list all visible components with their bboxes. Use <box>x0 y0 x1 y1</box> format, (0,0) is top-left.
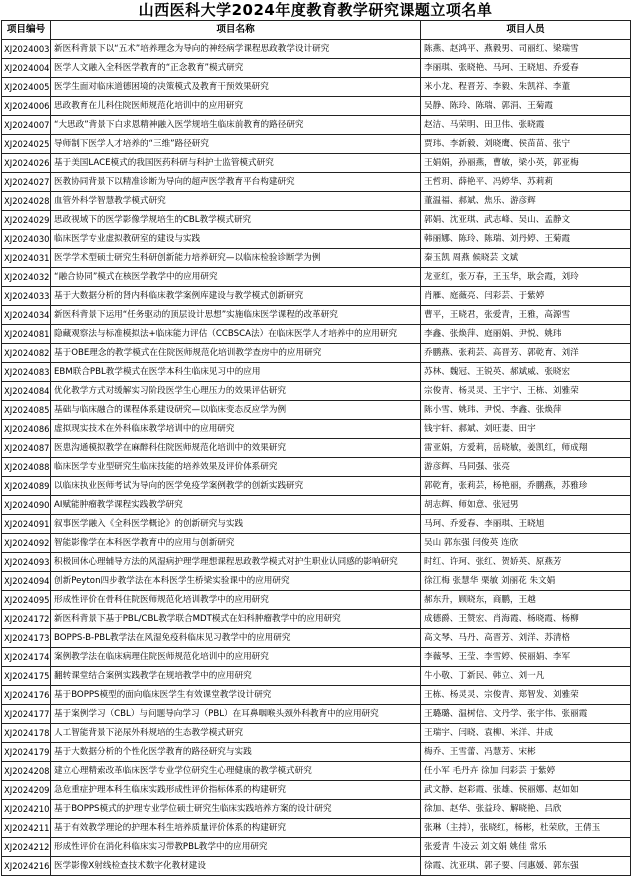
project-name-cell: 案例教学法在临床病理住院医师规范化培训中的应用研究 <box>51 648 421 667</box>
project-id-cell: XJ2024005 <box>2 78 51 97</box>
project-name-cell: 叙事医学融入《全科医学概论》的创新研究与实践 <box>51 515 421 534</box>
table-row <box>2 211 631 230</box>
project-id-cell: XJ2024087 <box>2 439 51 458</box>
project-name-cell: 智能影像学在本科医学教育中的应用与创新研究 <box>51 534 421 553</box>
table-row <box>2 249 631 268</box>
project-members-cell: 张琳（主持），张晓红，杨彬，杜荣欣，王倩玉 <box>421 819 631 838</box>
project-name-cell: 形成性评价在骨科住院医师规范化培训教学中的应用研究 <box>51 591 421 610</box>
project-name-cell: 血管外科学智慧教学模式研究 <box>51 192 421 211</box>
project-name-cell: 创新Peyton四步教学法在本科医学生桥梁实验课中的应用研究 <box>51 572 421 591</box>
project-name-cell: 医学学术型硕士研究生科研创新能力培养研究—以临床检验诊断学为例 <box>51 249 421 268</box>
table-body <box>2 40 631 876</box>
table-row <box>2 610 631 629</box>
project-members-cell: 游彦辉、马同强、张亮 <box>421 458 631 477</box>
project-members-cell: 宗俊青、杨灵灵、王宇宁、王栋、刘雅荣 <box>421 382 631 401</box>
table-row <box>2 591 631 610</box>
project-members-cell: 秦玉凯 周燕 候晓芸 文斌 <box>421 249 631 268</box>
project-members-cell: 韩丽娜、陈玲、陈瑞、刘丹婷、王菊霞 <box>421 230 631 249</box>
table-row <box>2 553 631 572</box>
project-members-cell: 武文静、赵彩霞、张雄、侯丽娜、赵如如 <box>421 781 631 800</box>
project-members-cell: 梅乔、王雪蕾、冯慧芳、宋彬 <box>421 743 631 762</box>
project-id-cell: XJ2024084 <box>2 382 51 401</box>
project-id-cell: XJ2024026 <box>2 154 51 173</box>
table-row <box>2 420 631 439</box>
project-name-cell: AI赋能肿瘤教学课程实践教学研究 <box>51 496 421 515</box>
project-name-cell: 以临床执业医师考试为导向的医学免疫学案例教学的创新实践研究 <box>51 477 421 496</box>
project-members-cell: 钱宇轩、郝斌、刘旺妻、田宇 <box>421 420 631 439</box>
project-members-cell: 李鑫、张焕萍、庭丽娟、尹悦、姚玮 <box>421 325 631 344</box>
table-row <box>2 800 631 819</box>
project-id-cell: XJ2024178 <box>2 724 51 743</box>
project-name-cell: “大思政”背景下白求恩精神融入医学规培生临床前教育的路径研究 <box>51 116 421 135</box>
table-row <box>2 458 631 477</box>
project-id-cell: XJ2024006 <box>2 97 51 116</box>
project-id-cell: XJ2024179 <box>2 743 51 762</box>
project-name-cell: 翻转课堂结合案例实践教学在规培教学中的应用研究 <box>51 667 421 686</box>
project-members-cell: 王栋、杨灵灵、宗俊青、郑智发、刘雅荣 <box>421 686 631 705</box>
project-members-cell: 王瑞宇、闫晓、袁柳、米洋、井成 <box>421 724 631 743</box>
project-id-cell: XJ2024088 <box>2 458 51 477</box>
table-row <box>2 572 631 591</box>
table-row <box>2 268 631 287</box>
table-row <box>2 363 631 382</box>
table-row <box>2 401 631 420</box>
project-id-cell: XJ2024095 <box>2 591 51 610</box>
project-name-cell: 积极回休心理辅导方法的风湿病护理学理想课程思政教学模式对护生职业认同感的影响研究 <box>51 553 421 572</box>
project-id-cell: XJ2024177 <box>2 705 51 724</box>
project-id-cell: XJ2024083 <box>2 363 51 382</box>
project-members-cell: 马珂、乔爱春、李丽琪、王晓旭 <box>421 515 631 534</box>
project-id-cell: XJ2024081 <box>2 325 51 344</box>
table-row <box>2 686 631 705</box>
project-members-cell: 米小龙、程晋芳、李毅、朱凯祥、李董 <box>421 78 631 97</box>
table-row <box>2 78 631 97</box>
project-id-cell: XJ2024208 <box>2 762 51 781</box>
table-row <box>2 325 631 344</box>
project-name-cell: BOPPS-B-PBL教学法在风湿免疫科临床见习教学中的应用研究 <box>51 629 421 648</box>
table-row <box>2 287 631 306</box>
project-members-cell: 徐加、赵华、张益玲、解晓艳、吕欣 <box>421 800 631 819</box>
project-name-cell: 基于大数据分析的个性化医学教育的路径研究与实践 <box>51 743 421 762</box>
table-row <box>2 705 631 724</box>
project-id-cell: XJ2024028 <box>2 192 51 211</box>
project-members-cell: 牛小敬、丁新民、韩立、刘一凡 <box>421 667 631 686</box>
header-project-name: 项目名称 <box>51 21 421 40</box>
project-members-cell: 李薇琴、王莹、李雪婷、侯丽娟、李军 <box>421 648 631 667</box>
table-row <box>2 857 631 876</box>
project-name-cell: 基于BOPPS模型的面向临床医学生有效课堂教学设计研究 <box>51 686 421 705</box>
project-id-cell: XJ2024031 <box>2 249 51 268</box>
table-row <box>2 534 631 553</box>
project-name-cell: 基于案例学习（CBL）与问题导向学习（PBL）在耳鼻咽喉头颈外科教育中的应用研究 <box>51 705 421 724</box>
table-row <box>2 59 631 78</box>
project-members-cell: 张爱青 牛凌云 刘文娟 姚佳 常乐 <box>421 838 631 857</box>
project-id-cell: XJ2024003 <box>2 40 51 59</box>
project-name-cell: 基于BOPPS模式的护理专业学位硕士研究生临床实践培养方案的设计研究 <box>51 800 421 819</box>
project-name-cell: 人工智能背景下泌尿外科规培的生态教学模式研究 <box>51 724 421 743</box>
project-members-cell: 李丽琪、张晓艳、马珂、王晓旭、乔爱春 <box>421 59 631 78</box>
project-name-cell: 基于OBE理念的教学模式在住院医师规范化培训教学查房中的应用研究 <box>51 344 421 363</box>
table-row <box>2 97 631 116</box>
project-members-cell: 乔鹏燕、张莉芸、高晋芳、郭乾育、刘洋 <box>421 344 631 363</box>
project-id-cell: XJ2024094 <box>2 572 51 591</box>
project-members-cell: 吴山 郭东强 闫俊英 连欣 <box>421 534 631 553</box>
project-id-cell: XJ2024210 <box>2 800 51 819</box>
table-row <box>2 154 631 173</box>
project-id-cell: XJ2024091 <box>2 515 51 534</box>
project-name-cell: 基于有效教学理论的护理本科生培养质量评价体系的构建研究 <box>51 819 421 838</box>
project-id-cell: XJ2024033 <box>2 287 51 306</box>
project-name-cell: 新医科背景下以“五术”培养理念为导向的神经病学课程思政教学设计研究 <box>51 40 421 59</box>
project-id-cell: XJ2024211 <box>2 819 51 838</box>
project-members-cell: 雷亚娟，方爱莉，岳晓敏，姜凯红，师成翔 <box>421 439 631 458</box>
project-members-cell: 苏林、魏冠、王锐英、郝斌威、张晓宏 <box>421 363 631 382</box>
project-id-cell: XJ2024030 <box>2 230 51 249</box>
project-members-cell: 胡志辉、师如意、张冠男 <box>421 496 631 515</box>
table-row <box>2 838 631 857</box>
header-project-members: 项目人员 <box>421 21 631 40</box>
table-row <box>2 173 631 192</box>
project-members-cell: 贾玮、李新毅、刘晓鹰、侯苗苗、张宁 <box>421 135 631 154</box>
table-row <box>2 819 631 838</box>
table-row <box>2 135 631 154</box>
project-name-cell: 形成性评价在消化科临床实习带教PBL教学中的应用研究 <box>51 838 421 857</box>
project-id-cell: XJ2024029 <box>2 211 51 230</box>
project-id-cell: XJ2024090 <box>2 496 51 515</box>
table-row <box>2 496 631 515</box>
table-row <box>2 344 631 363</box>
project-name-cell: 基于美国LACE模式的我国医药科研与科护士监管模式研究 <box>51 154 421 173</box>
project-name-cell: 医患沟通模拟教学在麻醉科住院医师规范化培训中的效果研究 <box>51 439 421 458</box>
project-name-cell: EBM联合PBL教学模式在医学本科生临床见习中的应用 <box>51 363 421 382</box>
project-id-cell: XJ2024025 <box>2 135 51 154</box>
table-row <box>2 40 631 59</box>
project-members-cell: 任小军 毛丹卉 徐加 闫彩芸 于紫婷 <box>421 762 631 781</box>
project-members-cell: 郭娟、沈亚琪、武志峰、吴山、孟静文 <box>421 211 631 230</box>
table-row <box>2 230 631 249</box>
project-members-cell: 王璐璐、温树信、文丹学、张宇伟、张丽霞 <box>421 705 631 724</box>
project-members-cell: 时红、许珂、张红、贺娇英、原燕芳 <box>421 553 631 572</box>
table-row <box>2 306 631 325</box>
project-id-cell: XJ2024032 <box>2 268 51 287</box>
project-members-cell: 陈燕、赵鸿平、燕毅男、司丽红、梁瑞雪 <box>421 40 631 59</box>
project-id-cell: XJ2024082 <box>2 344 51 363</box>
table-row <box>2 382 631 401</box>
project-name-cell: 临床医学专业虚拟教研室的建设与实践 <box>51 230 421 249</box>
project-id-cell: XJ2024092 <box>2 534 51 553</box>
project-members-cell: 陈小雪、姚玮、尹悦、李鑫、张焕萍 <box>421 401 631 420</box>
table-header-row <box>2 21 631 40</box>
project-name-cell: “融合协同”模式在核医学教学中的应用研究 <box>51 268 421 287</box>
project-members-cell: 郝东升，顾晓东，商鹏，王越 <box>421 591 631 610</box>
table-row <box>2 192 631 211</box>
table-row <box>2 629 631 648</box>
table-row <box>2 724 631 743</box>
project-name-cell: 医学生面对临床道德困境的决策模式及教育干预效果研究 <box>51 78 421 97</box>
project-name-cell: 虚拟现实技术在外科临床教学培训中的应用研究 <box>51 420 421 439</box>
project-members-cell: 肖雁、庭薇亮、闫彩芸、于紫婷 <box>421 287 631 306</box>
project-members-cell: 成德爵、王赞宏、肖海霞、杨晓霞、杨柳 <box>421 610 631 629</box>
project-name-cell: 急危重症护理本科生临床实践形成性评价指标体系的构建研究 <box>51 781 421 800</box>
project-name-cell: 医教协同背景下以精准诊断为导向的超声医学教育平台构建研究 <box>51 173 421 192</box>
table-row <box>2 515 631 534</box>
project-id-cell: XJ2024174 <box>2 648 51 667</box>
project-id-cell: XJ2024034 <box>2 306 51 325</box>
project-table <box>1 20 631 876</box>
project-name-cell: 优化教学方式对缓解实习阶段医学生心理压力的效果评估研究 <box>51 382 421 401</box>
table-row <box>2 781 631 800</box>
project-members-cell: 徐霞、沈亚琪、郭子要、闫惠媛、郭东强 <box>421 857 631 876</box>
project-id-cell: XJ2024216 <box>2 857 51 876</box>
project-name-cell: 基于大数据分析的肾内科临床教学案例库建设与教学模式创新研究 <box>51 287 421 306</box>
project-name-cell: 思政教育在儿科住院医师规范化培训中的应用研究 <box>51 97 421 116</box>
project-name-cell: 思政视域下的医学影像学规培生的CBL教学模式研究 <box>51 211 421 230</box>
project-members-cell: 高文琴、马丹、高晋芳、刘洋、苏清格 <box>421 629 631 648</box>
project-members-cell: 王娟娟，孙丽燕，曹敏，梁小英，郭亚梅 <box>421 154 631 173</box>
page-title: 山西医科大学2024年度教育教学研究课题立项名单 <box>138 1 493 19</box>
table-row <box>2 477 631 496</box>
project-name-cell: 新医科背景下基于PBL/CBL教学联合MDT模式在妇科肿瘤教学中的应用研究 <box>51 610 421 629</box>
header-project-id: 项目编号 <box>2 21 51 40</box>
table-row <box>2 648 631 667</box>
project-name-cell: 隐藏观察法与标准模拟法+临床能力评估（CCBSCA法）在临床医学人才培养中的应用研究 <box>51 325 421 344</box>
project-id-cell: XJ2024209 <box>2 781 51 800</box>
project-members-cell: 龙亚红，张万春，王玉华，耿会霞，刘玲 <box>421 268 631 287</box>
project-members-cell: 王哲玥、薛艳平、冯婷华、苏莉莉 <box>421 173 631 192</box>
table-row <box>2 439 631 458</box>
project-id-cell: XJ2024172 <box>2 610 51 629</box>
project-id-cell: XJ2024212 <box>2 838 51 857</box>
project-id-cell: XJ2024175 <box>2 667 51 686</box>
project-members-cell: 郭乾育，张莉芸，杨艳丽，乔鹏燕，苏雅珍 <box>421 477 631 496</box>
project-name-cell: 医学人文融入全科医学教育的“正念教育”模式研究 <box>51 59 421 78</box>
project-id-cell: XJ2024176 <box>2 686 51 705</box>
project-name-cell: 临床医学专业型研究生临床技能的培养效果及评价体系研究 <box>51 458 421 477</box>
project-id-cell: XJ2024004 <box>2 59 51 78</box>
project-name-cell: 新医科背景下运用“任务驱动的顶层设计思想”实施临床医学课程的改革研究 <box>51 306 421 325</box>
project-id-cell: XJ2024007 <box>2 116 51 135</box>
project-id-cell: XJ2024085 <box>2 401 51 420</box>
table-row <box>2 116 631 135</box>
project-members-cell: 曹平，王晓君，张爱青，王雅，高源雪 <box>421 306 631 325</box>
project-id-cell: XJ2024027 <box>2 173 51 192</box>
project-name-cell: 医学影像X射线检查技术数字化教材建设 <box>51 857 421 876</box>
project-members-cell: 徐江梅 张慧华 栗敏 刘丽花 朱文娟 <box>421 572 631 591</box>
project-id-cell: XJ2024086 <box>2 420 51 439</box>
table-row <box>2 667 631 686</box>
project-id-cell: XJ2024093 <box>2 553 51 572</box>
project-members-cell: 吴静、陈玲、陈瑞、郭涓、王菊霞 <box>421 97 631 116</box>
project-name-cell: 基础与临床融合的课程体系建设研究—以临床变态反应学为例 <box>51 401 421 420</box>
project-name-cell: 建立心理精索改革临床医学专业学位研究生心理健康的教学模式研究 <box>51 762 421 781</box>
project-id-cell: XJ2024089 <box>2 477 51 496</box>
table-row <box>2 743 631 762</box>
project-id-cell: XJ2024173 <box>2 629 51 648</box>
project-members-cell: 董温福、郝斌、焦乐、游彦辉 <box>421 192 631 211</box>
table-row <box>2 762 631 781</box>
project-name-cell: 导师制下医学人才培养的“三维”路径研究 <box>51 135 421 154</box>
project-members-cell: 赵洁、马荣明、田卫伟、张晓霞 <box>421 116 631 135</box>
